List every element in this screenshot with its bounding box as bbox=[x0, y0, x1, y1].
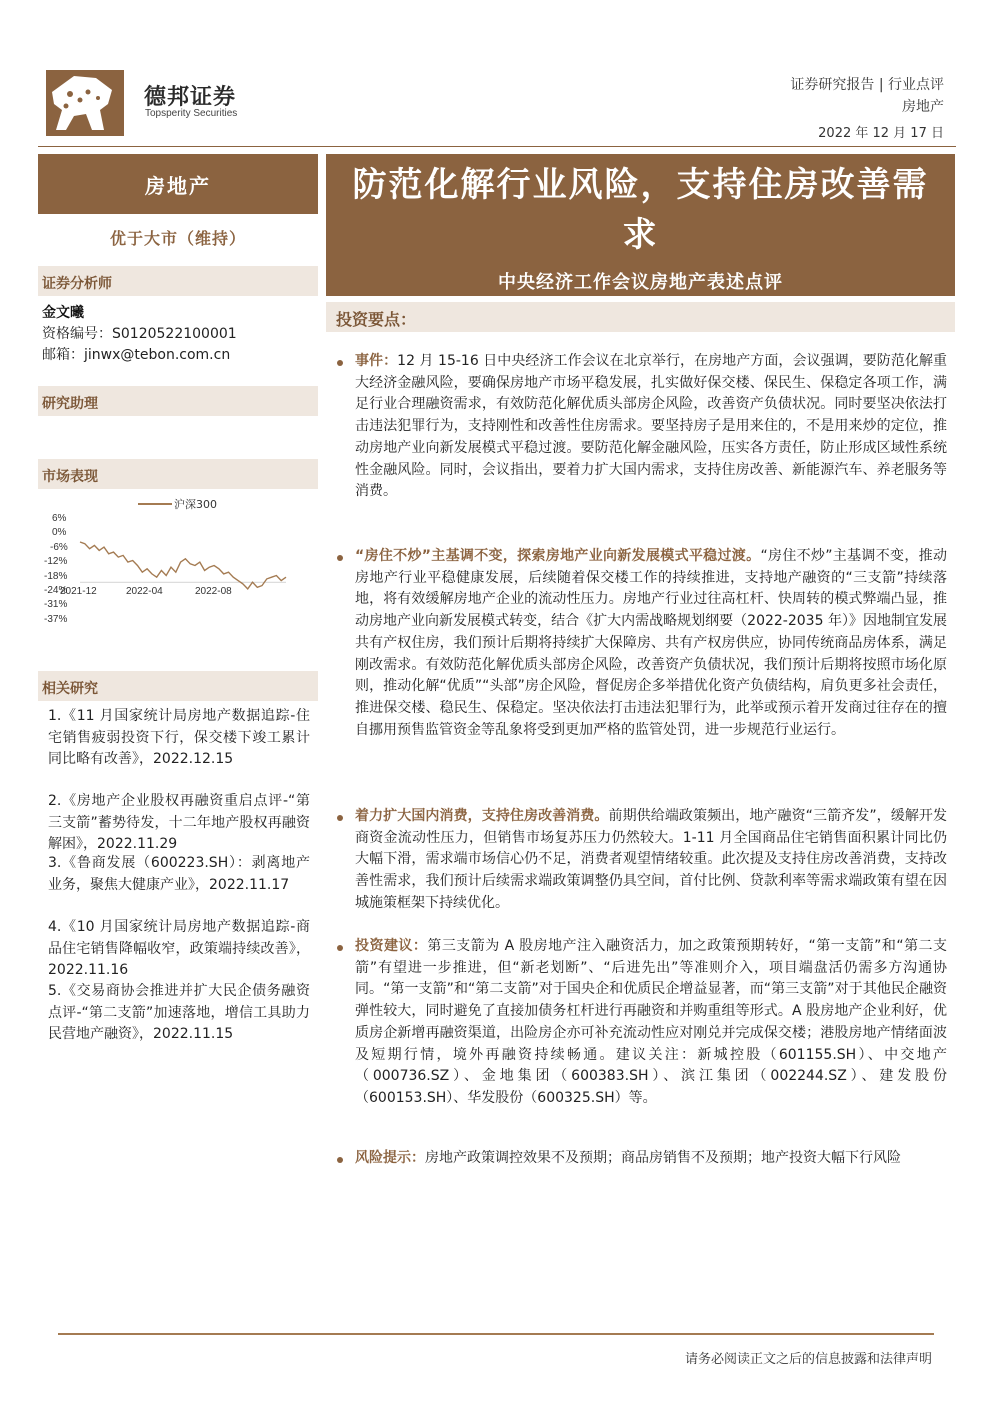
y-tick: -24% bbox=[44, 585, 68, 596]
key-points-header: 投资要点： bbox=[326, 302, 955, 332]
related-item[interactable]: 1.《11 月国家统计局房地产数据追踪-住宅销售疲弱投资下行，保交楼下竣工累计同比略有改善》，2022.12.15 bbox=[48, 708, 310, 767]
analyst-cert: 资格编号：S0120522100001 bbox=[42, 326, 237, 342]
y-tick: 6% bbox=[52, 513, 67, 524]
report-subtitle: 中央经济工作会议房地产表述点评 bbox=[498, 272, 783, 293]
y-tick: -37% bbox=[44, 614, 68, 625]
report-type: 证券研究报告 | 行业点评 bbox=[790, 77, 944, 93]
paragraph-lead: 着力扩大国内消费，支持住房改善消费。 bbox=[355, 808, 609, 824]
analyst-header: 证券分析师 bbox=[38, 266, 318, 296]
footer-divider bbox=[58, 1333, 934, 1335]
paragraph-lead: “房住不炒”主基调不变，探索房地产业向新发展模式平稳过渡。 bbox=[355, 548, 761, 564]
paragraph-risk bbox=[355, 1148, 947, 1170]
paragraph-consumption bbox=[355, 806, 947, 915]
report-sector: 房地产 bbox=[902, 99, 944, 115]
bullet-icon bbox=[337, 360, 343, 366]
paragraph-investment bbox=[355, 936, 947, 1110]
paragraph-text: 房地产政策调控效果不及预期；商品房销售不及预期；地产投资大幅下行风险 bbox=[425, 1150, 901, 1166]
paragraph-text: 第三支箭为 A 股房地产注入融资活力，加之政策预期转好，“第一支箭”和“第二支箭”有望进一步推进，但“新老划断”、“后进先出”等准则介入，项目端盘活仍需多方沟通协同。“第一支箭”和“第二支箭”对于国央企和优质民企增益显著，而“第三支箭”对于其他民企融资弹性较大，同时避免了直接加债务杠杆进行再融资和并购重组等形式。A 股房地产企业利好，优质房企新增再融资渠道，出险房企亦可补充流动性应对刚兑并完成保交楼；港股房地产情绪面波及短期行情，境外再融资持续畅通。建议关注：新城控股（601155.SH）、中交地产（000736.SZ）、金地集团（600383.SH）、滨江集团（002244.SZ）、建发股份（600153.SH）、华发股份（600325.SH）等。 bbox=[355, 938, 948, 1106]
y-tick: -18% bbox=[44, 571, 68, 582]
chart-plot bbox=[38, 492, 318, 632]
y-tick: -12% bbox=[44, 556, 68, 567]
bullet-icon bbox=[337, 815, 343, 821]
analyst-name: 金文曦 bbox=[42, 305, 84, 321]
sector-banner: 房地产 bbox=[38, 154, 318, 214]
paragraph-lead: 风险提示： bbox=[355, 1150, 425, 1166]
y-tick: -6% bbox=[50, 542, 68, 553]
paragraph-lead: 事件： bbox=[355, 353, 398, 369]
report-title: 防范化解行业风险，支持住房改善需求 bbox=[352, 165, 929, 255]
series-line-hs300 bbox=[80, 542, 286, 589]
related-item[interactable]: 3.《鲁商发展（600223.SH）：剥离地产业务，聚焦大健康产业》，2022.11.17 bbox=[48, 855, 310, 893]
related-header: 相关研究 bbox=[38, 671, 318, 701]
y-tick: 0% bbox=[52, 527, 67, 538]
bullet-icon bbox=[337, 945, 343, 951]
logo-text-cn: 德邦证券 bbox=[144, 85, 237, 110]
logo-leopard-icon bbox=[46, 70, 124, 136]
analyst-email: 邮箱：jinwx@tebon.com.cn bbox=[42, 347, 231, 363]
x-tick: 2022-08 bbox=[195, 586, 232, 597]
report-date: 2022 年 12 月 17 日 bbox=[818, 126, 944, 141]
logo-text-en: Topsperity Securities bbox=[145, 108, 238, 119]
footer-disclaimer: 请务必阅读正文之后的信息披露和法律声明 bbox=[684, 1352, 932, 1367]
x-tick: 2022-04 bbox=[126, 586, 163, 597]
bullet-icon bbox=[337, 555, 343, 561]
assistant-header: 研究助理 bbox=[38, 386, 318, 416]
paragraph-text: 前期供给端政策频出，地产融资“三箭齐发”，缓解开发商资金流动性压力，但销售市场复苏压力仍然较大。1-11 月全国商品住宅销售面积累计同比仍大幅下滑，需求端市场信心仍不足，消费者观望情绪较重。此次提及支持住房改善消费，支持改善性需求，我们预计后续需求端政策调整仍具空间，首付比例、贷款利率等需求端政策有望在因城施策框架下持续优化。 bbox=[355, 808, 947, 911]
paragraph-event bbox=[355, 351, 947, 503]
x-tick: 2021-12 bbox=[60, 586, 97, 597]
paragraph-text: 12 月 15-16 日中央经济工作会议在北京举行，在房地产方面，会议强调，要防范化解重大经济金融风险，要确保房地产市场平稳发展，扎实做好保交楼、保民生、保稳定各项工作，满足行业合理融资需求，有效防范化解优质头部房企风险，改善资产负债状况。同时要坚决依法打击违法犯罪行为，支持刚性和改善性住房需求。要坚持房子是用来住的，不是用来炒的定位，推动房地产业向新发展模式平稳过渡。要防范化解金融风险，压实各方责任，防止形成区域性系统性金融风险。同时，会议指出，要着力扩大国内需求，支持住房改善、新能源汽车、养老服务等消费。 bbox=[355, 353, 948, 500]
related-item[interactable]: 5.《交易商协会推进并扩大民企债务融资点评-“第二支箭”加速落地，增信工具助力民营地产融资》，2022.11.15 bbox=[48, 983, 310, 1042]
bullet-icon bbox=[337, 1157, 343, 1163]
paragraph-lead: 投资建议： bbox=[355, 938, 428, 954]
market-chart bbox=[38, 492, 318, 632]
related-item[interactable]: 4.《10 月国家统计局房地产数据追踪-商品住宅销售降幅收窄，政策端持续改善》，2022.11.16 bbox=[48, 919, 310, 978]
related-item[interactable]: 2.《房地产企业股权再融资重启点评-“第三支箭”蓄势待发，十二年地产股权再融资解困》，2022.11.29 bbox=[48, 793, 310, 852]
rating: 优于大市（维持） bbox=[109, 229, 246, 248]
paragraph-policy bbox=[355, 546, 947, 741]
paragraph-text: “房住不炒”主基调不变，推动房地产行业平稳健康发展，后续随着保交楼工作的持续推进，支持地产融资的“三支箭”持续落地，将有效缓解房地产企业的流动性压力。房地产行业过往高杠杆、快周转的模式弊端凸显，推动房地产业向新发展模式转变，结合《扩大内需战略规划纲要（2022-2035 年）》因地制宜发展共有产权住房，我们预计后期将持续扩大保障房、共有产权房供应，协同传统商品房体系，满足刚改需求。有效防范化解优质头部房企风险，改善资产负债状况，我们预计后期将按照市场化原则，推动化解“优质”“头部”房企风险，督促房企多举措优化资产负债结构，肩负更多社会责任，推进保交楼、稳民生、保稳定。坚决依法打击违法犯罪行为，此举或预示着开发商过往存在的擅自挪用预售监管资金等乱象将受到更加严格的监管处罚，进一步规范行业运行。 bbox=[355, 548, 947, 738]
y-tick: -31% bbox=[44, 599, 68, 610]
market-header: 市场表现 bbox=[38, 459, 318, 489]
legend-label: 沪深300 bbox=[174, 498, 217, 511]
header-divider bbox=[38, 146, 956, 147]
